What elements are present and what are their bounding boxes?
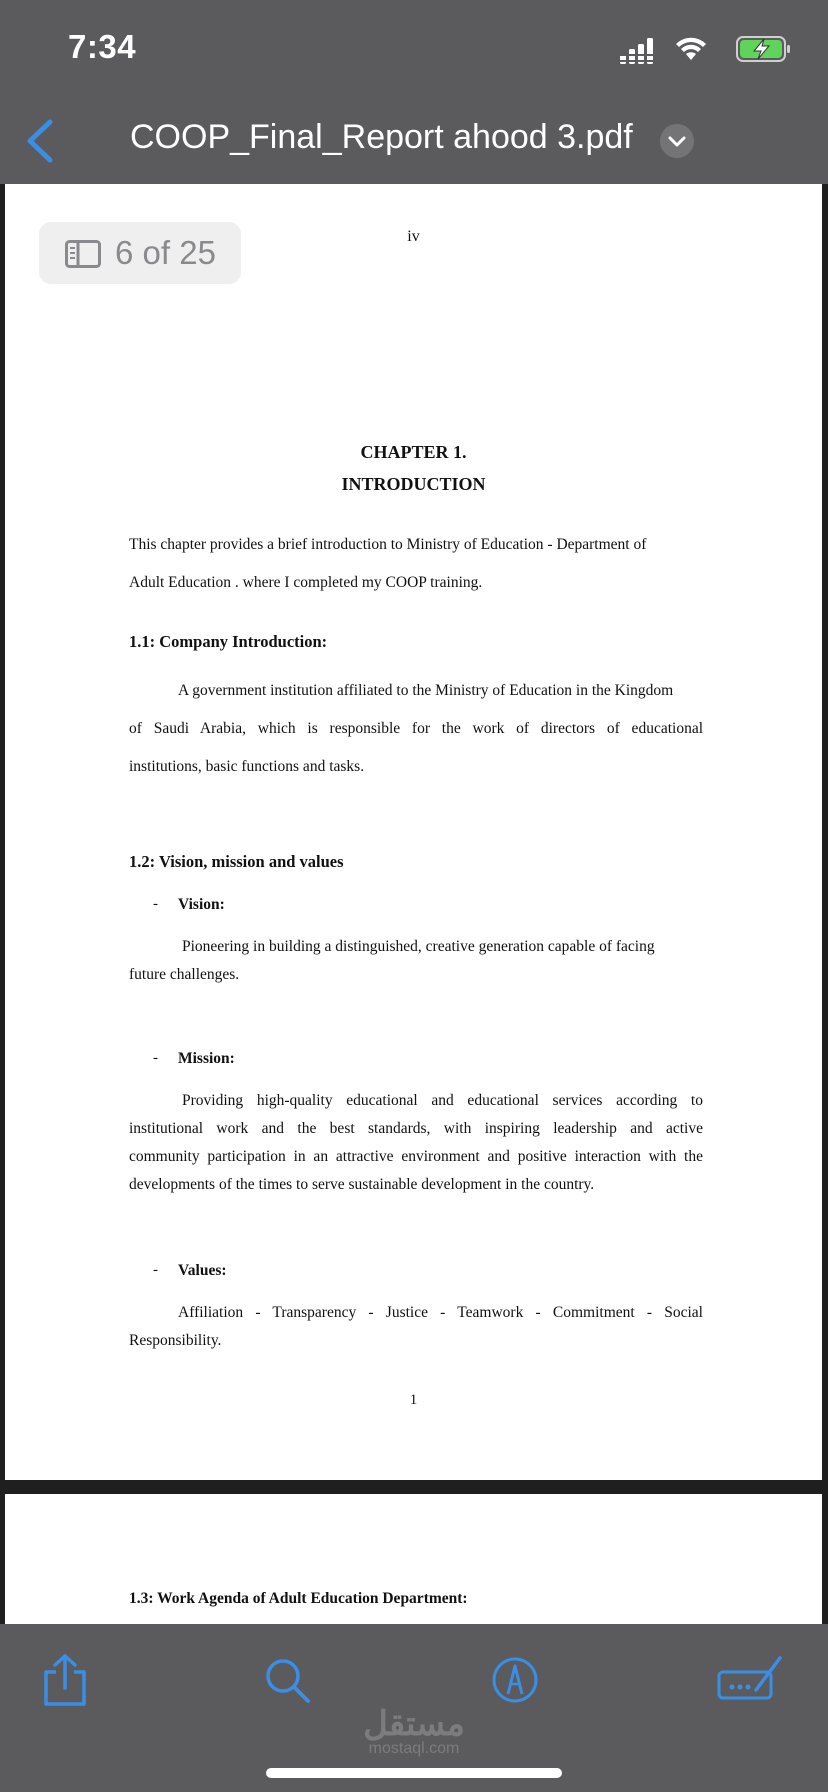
values-title: Values: (178, 1262, 227, 1279)
vision-title: Vision: (178, 896, 225, 913)
roman-page-number: iv (407, 228, 420, 245)
bullet-dash: - (153, 1262, 158, 1278)
bullet-dash: - (153, 1050, 158, 1066)
home-indicator[interactable] (266, 1768, 562, 1778)
share-icon[interactable] (40, 1652, 90, 1708)
wifi-icon (674, 36, 708, 62)
mission-line-3: community participation in an attractive environment and positive interaction with the (129, 1148, 703, 1165)
chapter-title: INTRODUCTION (341, 474, 486, 494)
pdf-page-next (5, 1494, 822, 1624)
mission-line-2: institutional work and the best standards, with inspiring leadership and active (129, 1120, 703, 1137)
status-time: 7:34 (68, 28, 137, 65)
vision-line-2: future challenges. (129, 966, 240, 983)
watermark-latin: mostaql.com (368, 1740, 460, 1757)
status-icons (592, 34, 792, 64)
page-number: 1 (409, 1392, 418, 1408)
watermark-arabic: مستقل (363, 1705, 465, 1743)
title-chevron-down-icon[interactable] (660, 124, 694, 158)
intro-line-1: This chapter provides a brief introduction to Ministry of Education - Department of (129, 536, 647, 553)
pdf-page-previous (5, 184, 822, 312)
pdf-page-current (5, 296, 822, 1480)
section-1-2-title: 1.2: Vision, mission and values (129, 852, 344, 871)
markup-icon[interactable] (490, 1652, 540, 1708)
chapter-number: CHAPTER 1. (360, 442, 467, 462)
cellular-signal-icon (620, 38, 656, 64)
vision-line-1: Pioneering in building a distinguished, creative generation capable of facing (182, 938, 655, 955)
search-icon[interactable] (262, 1652, 312, 1708)
document-title[interactable]: COOP_Final_Report ahood 3.pdf (130, 118, 633, 156)
bullet-dash: - (153, 896, 158, 912)
section-1-1-line-1: A government institution affiliated to the Ministry of Education in the Kingdom (178, 682, 674, 699)
top-bar (0, 0, 828, 184)
values-line-1: Affiliation - Transparency - Justice - Teamwork - Commitment - Social (178, 1304, 703, 1321)
mission-line-4: developments of the times to serve sustainable development in the country. (129, 1176, 595, 1193)
signature-icon[interactable] (716, 1652, 784, 1708)
mission-line-1: Providing high-quality educational and educational services according to (182, 1092, 703, 1109)
battery-charging-icon (736, 36, 792, 62)
intro-line-2: Adult Education . where I completed my COOP training. (129, 574, 483, 591)
mission-title: Mission: (178, 1050, 235, 1067)
page-indicator-label: 6 of 25 (115, 234, 216, 271)
section-1-3-title: 1.3: Work Agenda of Adult Education Department: (129, 1590, 468, 1607)
values-line-2: Responsibility. (129, 1332, 222, 1349)
section-1-1-line-2: of Saudi Arabia, which is responsible for the work of directors of educational (129, 720, 703, 737)
section-1-1-title: 1.1: Company Introduction: (129, 632, 328, 651)
back-chevron-icon[interactable] (22, 118, 58, 164)
bottom-toolbar (0, 1624, 828, 1792)
section-1-1-line-3: institutions, basic functions and tasks. (129, 758, 365, 775)
